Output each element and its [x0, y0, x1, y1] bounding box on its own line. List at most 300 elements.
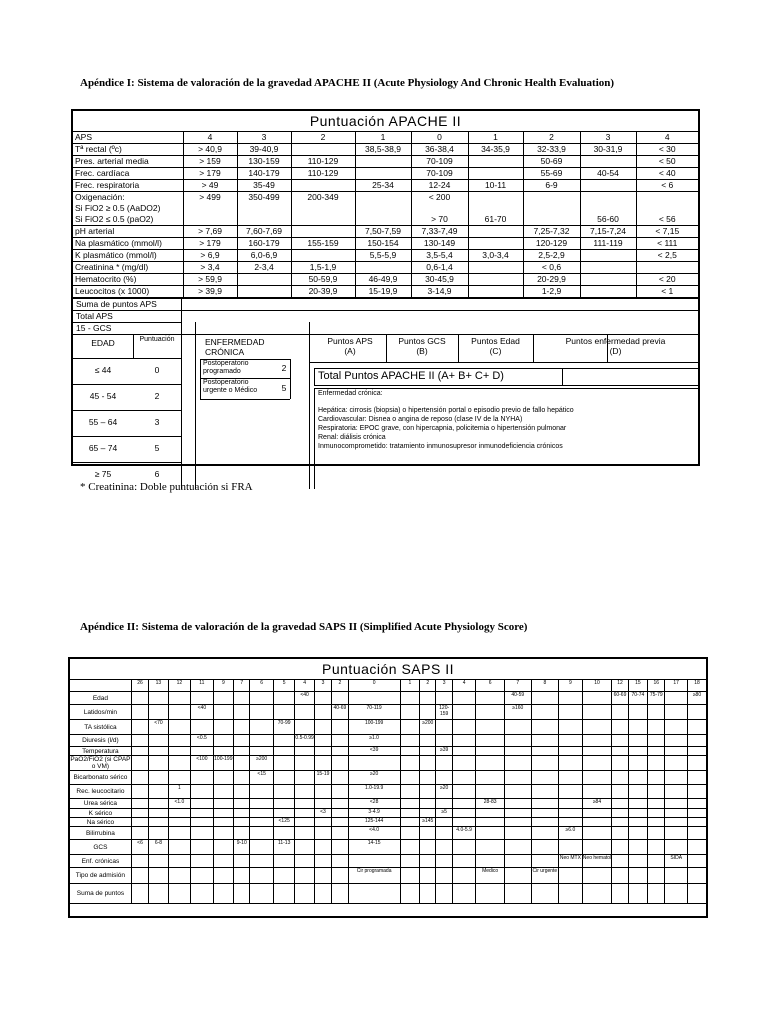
aps-cell: < 111 — [636, 238, 698, 250]
aps-cell — [580, 203, 636, 214]
aps-cell: 35-49 — [237, 180, 291, 192]
saps-cell: Cir urgente — [531, 868, 559, 884]
gcs-label: 15 - GCS — [73, 322, 181, 333]
aps-cell — [237, 203, 291, 214]
postop-urgente-label: Postoperatorio urgente o Médico — [203, 379, 258, 394]
saps-cell: 7 — [234, 680, 250, 692]
saps-cell — [420, 799, 436, 809]
aps-row-label: K plasmático (mmol/l) — [73, 250, 183, 262]
saps-cell — [314, 720, 331, 735]
saps-cell — [213, 799, 233, 809]
aps-cell — [237, 214, 291, 226]
saps-cell — [687, 827, 706, 840]
aps-cell: 50-59,9 — [291, 274, 355, 286]
saps-cell — [531, 692, 559, 705]
saps-cell: <39 — [348, 747, 400, 756]
saps-header-row — [70, 680, 706, 692]
aps-cell: < 56 — [636, 214, 698, 226]
saps-row-label: Latidos/min — [70, 705, 131, 720]
saps-cell: <15 — [250, 771, 274, 785]
saps-row — [70, 799, 706, 809]
edad-range: 45 - 54 — [89, 391, 117, 401]
saps-cell — [452, 855, 476, 868]
saps-cell — [131, 747, 148, 756]
aps-row — [73, 238, 698, 250]
saps-cell — [191, 827, 213, 840]
saps-row — [70, 735, 706, 747]
saps-cell — [420, 827, 436, 840]
saps-cell — [250, 785, 274, 799]
saps-cell — [452, 868, 476, 884]
saps-cell — [314, 785, 331, 799]
total-apache-label: Total Puntos APACHE II (A+ B+ C+ D) — [318, 370, 504, 382]
saps-cell — [273, 884, 294, 904]
saps-cell — [436, 799, 452, 809]
saps-cell — [452, 692, 476, 705]
edad-range: 55 – 64 — [88, 417, 118, 427]
saps-cell — [582, 868, 612, 884]
saps-cell — [149, 809, 168, 818]
saps-cell: 4 — [452, 680, 476, 692]
saps-row-label — [70, 680, 131, 692]
saps-cell: 0.5-0.99 — [295, 735, 314, 747]
saps-cell — [504, 771, 531, 785]
saps-cell — [400, 827, 419, 840]
saps-cell — [531, 735, 559, 747]
aps-cell: 36-38,4 — [411, 144, 468, 156]
saps-cell: 4.0-5.9 — [452, 827, 476, 840]
aps-cell: 5,5-5,9 — [355, 250, 411, 262]
aps-row — [73, 274, 698, 286]
saps-row-label: Rec. leucocitario — [70, 785, 131, 799]
saps-cell — [420, 809, 436, 818]
saps-cell — [648, 785, 665, 799]
aps-cell: 130-149 — [411, 238, 468, 250]
saps-cell — [213, 868, 233, 884]
aps-cell: 38,5-38,9 — [355, 144, 411, 156]
saps-cell — [531, 705, 559, 720]
saps-cell: Cir programada — [348, 868, 400, 884]
aps-cell: 110-129 — [291, 168, 355, 180]
saps-cell — [273, 692, 294, 705]
saps-cell — [665, 809, 687, 818]
saps-cell — [665, 868, 687, 884]
saps-cell — [628, 840, 647, 855]
saps-cell: 7 — [504, 680, 531, 692]
saps-table — [68, 657, 708, 918]
saps-cell — [452, 785, 476, 799]
aps-cell — [183, 214, 237, 226]
saps-cell — [476, 720, 505, 735]
saps-cell — [687, 756, 706, 771]
saps-cell: 8 — [531, 680, 559, 692]
saps-cell — [420, 785, 436, 799]
saps-cell: 9-10 — [234, 840, 250, 855]
saps-cell — [168, 720, 190, 735]
saps-cell — [504, 840, 531, 855]
saps-cell — [149, 705, 168, 720]
saps-cell — [612, 809, 628, 818]
aps-cell: < 0,6 — [523, 262, 580, 274]
suma-aps-label: Suma de puntos APS — [73, 298, 181, 309]
aps-cell — [237, 274, 291, 286]
aps-cell: 39-40,9 — [237, 144, 291, 156]
aps-cell: 140-179 — [237, 168, 291, 180]
saps-cell — [400, 756, 419, 771]
saps-cell: <0.5 — [191, 735, 213, 747]
saps-row-label: Tipo de admisión — [70, 868, 131, 884]
puntos-box: Puntos APS (A) — [327, 336, 373, 356]
saps-cell — [648, 735, 665, 747]
saps-cell — [168, 705, 190, 720]
aps-cell — [580, 274, 636, 286]
saps-cell — [400, 735, 419, 747]
aps-cell — [580, 262, 636, 274]
saps-cell — [612, 756, 628, 771]
aps-cell — [183, 203, 237, 214]
saps-cell — [314, 756, 331, 771]
saps-cell — [559, 735, 583, 747]
saps-cell — [582, 785, 612, 799]
cronica-line: Renal: diálisis crónica — [318, 434, 386, 441]
saps-cell: 12 — [168, 680, 190, 692]
saps-cell: 1.0-19.9 — [348, 785, 400, 799]
saps-cell — [149, 692, 168, 705]
aps-row — [73, 286, 698, 298]
aps-cell — [468, 192, 523, 204]
saps-cell — [476, 747, 505, 756]
saps-cell — [476, 884, 505, 904]
aps-cell — [636, 192, 698, 204]
saps-cell — [191, 809, 213, 818]
saps-cell — [628, 747, 647, 756]
aps-cell: 0 — [411, 132, 468, 144]
saps-row-label: Na sérico — [70, 818, 131, 827]
aps-cell: 7,15-7,24 — [580, 226, 636, 238]
appendix-1-heading: Apéndice I: Sistema de valoración de la gravedad APACHE II (Acute Physiology And Chronic Health Evaluation) — [80, 77, 615, 89]
saps-cell: 40-69 — [332, 705, 348, 720]
saps-cell — [348, 692, 400, 705]
aps-cell — [468, 203, 523, 214]
saps-cell — [612, 840, 628, 855]
saps-cell — [559, 884, 583, 904]
saps-cell — [582, 827, 612, 840]
saps-cell — [250, 747, 274, 756]
saps-cell — [648, 827, 665, 840]
saps-cell — [648, 884, 665, 904]
saps-cell — [273, 747, 294, 756]
saps-cell — [559, 747, 583, 756]
saps-cell — [131, 735, 148, 747]
saps-cell — [687, 884, 706, 904]
saps-cell — [531, 818, 559, 827]
aps-cell — [355, 168, 411, 180]
saps-cell — [213, 827, 233, 840]
aps-row — [73, 192, 698, 204]
edad-points: 0 — [154, 365, 160, 375]
saps-cell — [131, 884, 148, 904]
aps-cell: 12-24 — [411, 180, 468, 192]
aps-cell — [580, 192, 636, 204]
saps-cell — [332, 785, 348, 799]
saps-cell — [234, 735, 250, 747]
aps-cell — [291, 180, 355, 192]
aps-row-label: Frec. respiratoria — [73, 180, 183, 192]
saps-cell — [582, 884, 612, 904]
saps-cell — [295, 720, 314, 735]
saps-cell: 100-199 — [213, 756, 233, 771]
aps-cell: 30-31,9 — [580, 144, 636, 156]
saps-cell — [273, 827, 294, 840]
saps-cell — [559, 840, 583, 855]
aps-cell — [468, 286, 523, 298]
aps-cell: 20-39,9 — [291, 286, 355, 298]
saps-cell — [504, 818, 531, 827]
saps-cell: 11-13 — [273, 840, 294, 855]
saps-row-label: K sérico — [70, 809, 131, 818]
aps-cell — [291, 214, 355, 226]
saps-cell — [250, 705, 274, 720]
saps-cell — [504, 799, 531, 809]
aps-cell: < 50 — [636, 156, 698, 168]
saps-cell — [191, 840, 213, 855]
aps-cell: 350-499 — [237, 192, 291, 204]
saps-cell: 15 — [628, 680, 647, 692]
saps-cell — [665, 692, 687, 705]
aps-row-label: Si FiO2 ≤ 0.5 (paO2) — [75, 214, 154, 224]
saps-cell — [476, 692, 505, 705]
postop-programado-points: 2 — [281, 363, 287, 373]
saps-cell — [295, 809, 314, 818]
aps-cell: < 200 — [411, 192, 468, 204]
saps-cell — [314, 818, 331, 827]
saps-cell — [436, 692, 452, 705]
saps-cell — [250, 799, 274, 809]
aps-cell: 56-60 — [580, 214, 636, 226]
saps-cell: ≥200 — [250, 756, 274, 771]
saps-row — [70, 747, 706, 756]
apache-aps-grid — [73, 132, 698, 298]
saps-cell — [476, 771, 505, 785]
saps-cell — [131, 799, 148, 809]
saps-cell — [191, 818, 213, 827]
saps-cell: ≥6.0 — [559, 827, 583, 840]
edad-points: 3 — [154, 417, 160, 427]
saps-cell — [665, 799, 687, 809]
saps-cell: 3 — [314, 680, 331, 692]
saps-cell — [234, 771, 250, 785]
saps-cell — [234, 855, 250, 868]
cronica-line: Cardiovascular: Disnea o angina de reposo (clase IV de la NYHA) — [318, 416, 523, 423]
aps-cell: < 30 — [636, 144, 698, 156]
aps-row-label: Hematocrito (%) — [73, 274, 183, 286]
saps-cell: 28-83 — [476, 799, 505, 809]
aps-cell: 6-9 — [523, 180, 580, 192]
saps-cell — [648, 720, 665, 735]
saps-cell: 40-59 — [504, 692, 531, 705]
saps-cell — [131, 756, 148, 771]
saps-cell — [314, 705, 331, 720]
saps-cell — [665, 785, 687, 799]
saps-cell — [250, 827, 274, 840]
saps-cell — [273, 855, 294, 868]
aps-row-label: Leucocitos (x 1000) — [73, 286, 183, 298]
saps-row-label: PaO2/FiO2 (si CPAP o VM) — [70, 756, 131, 770]
saps-cell: 12 — [612, 680, 628, 692]
edad-points: 5 — [154, 443, 160, 453]
saps-cell: 2 — [420, 680, 436, 692]
aps-cell: > 179 — [183, 168, 237, 180]
saps-cell — [452, 840, 476, 855]
postop-urgente-points: 5 — [281, 383, 287, 393]
saps-cell — [612, 720, 628, 735]
aps-row — [73, 180, 698, 192]
saps-cell — [250, 884, 274, 904]
saps-cell — [295, 747, 314, 756]
aps-cell: 2-3,4 — [237, 262, 291, 274]
saps-cell — [476, 818, 505, 827]
saps-cell — [149, 735, 168, 747]
saps-cell — [191, 799, 213, 809]
saps-cell — [332, 855, 348, 868]
saps-cell — [531, 756, 559, 771]
saps-cell — [648, 747, 665, 756]
saps-cell — [400, 747, 419, 756]
saps-cell — [213, 855, 233, 868]
aps-cell — [523, 203, 580, 214]
saps-cell — [295, 799, 314, 809]
saps-cell — [504, 747, 531, 756]
saps-cell — [628, 884, 647, 904]
edad-range: ≤ 44 — [94, 365, 112, 375]
saps-cell — [295, 884, 314, 904]
saps-cell — [582, 840, 612, 855]
aps-cell: > 40,9 — [183, 144, 237, 156]
saps-cell — [168, 747, 190, 756]
saps-cell — [400, 771, 419, 785]
aps-row — [73, 168, 698, 180]
saps-cell: 3-4.9 — [348, 809, 400, 818]
aps-cell: 150-154 — [355, 238, 411, 250]
saps-row — [70, 855, 706, 868]
saps-cell — [332, 818, 348, 827]
saps-cell — [648, 868, 665, 884]
aps-cell — [355, 214, 411, 226]
saps-cell — [665, 735, 687, 747]
saps-cell — [531, 785, 559, 799]
aps-cell — [468, 168, 523, 180]
saps-cell — [559, 868, 583, 884]
aps-cell: 200-349 — [291, 192, 355, 204]
saps-cell — [131, 868, 148, 884]
saps-cell — [628, 868, 647, 884]
saps-cell — [452, 771, 476, 785]
saps-cell — [400, 692, 419, 705]
saps-cell — [314, 840, 331, 855]
saps-cell — [687, 840, 706, 855]
saps-cell — [234, 868, 250, 884]
saps-row-label: Bicarbonato sérico — [70, 771, 131, 785]
saps-cell — [149, 771, 168, 785]
saps-cell — [420, 747, 436, 756]
saps-cell: <3 — [314, 809, 331, 818]
aps-cell: 7,50-7,59 — [355, 226, 411, 238]
saps-cell — [452, 799, 476, 809]
apache-title: Puntuación APACHE II — [73, 111, 698, 132]
puntos-box: Puntos GCS (B) — [398, 336, 446, 356]
saps-cell — [168, 855, 190, 868]
saps-cell — [559, 799, 583, 809]
saps-cell: <100 — [191, 756, 213, 771]
saps-cell — [168, 756, 190, 771]
saps-cell — [559, 809, 583, 818]
saps-cell: 100-199 — [348, 720, 400, 735]
aps-cell: > 49 — [183, 180, 237, 192]
saps-cell — [612, 785, 628, 799]
saps-cell: 9 — [559, 680, 583, 692]
saps-cell — [687, 868, 706, 884]
saps-cell: 4 — [295, 680, 314, 692]
saps-cell — [149, 868, 168, 884]
aps-cell: 7,33-7,49 — [411, 226, 468, 238]
saps-cell — [582, 771, 612, 785]
aps-cell — [636, 203, 698, 214]
saps-cell: 120-159 — [436, 705, 452, 720]
saps-cell — [149, 747, 168, 756]
saps-cell — [234, 705, 250, 720]
saps-row-label: Temperatura — [70, 747, 131, 756]
saps-cell: 16 — [648, 680, 665, 692]
cronica-line: Inmunocomprometido: tratamiento inmunosupresor inmunodeficiencia crónicos — [318, 443, 563, 450]
saps-cell: ≥5 — [436, 809, 452, 818]
saps-cell: 26 — [131, 680, 148, 692]
aps-cell: 130-159 — [237, 156, 291, 168]
saps-cell: 13 — [149, 680, 168, 692]
aps-cell: 25-34 — [355, 180, 411, 192]
saps-cell — [234, 747, 250, 756]
saps-cell: 70-99 — [273, 720, 294, 735]
saps-cell — [420, 705, 436, 720]
saps-cell — [687, 809, 706, 818]
saps-cell — [665, 756, 687, 771]
saps-cell: <4.0 — [348, 827, 400, 840]
aps-cell: 4 — [183, 132, 237, 144]
saps-row — [70, 771, 706, 785]
aps-cell: < 1 — [636, 286, 698, 298]
saps-cell: <40 — [191, 705, 213, 720]
saps-row — [70, 692, 706, 705]
aps-cell: > 39,9 — [183, 286, 237, 298]
saps-cell — [531, 855, 559, 868]
aps-cell: 46-49,9 — [355, 274, 411, 286]
aps-cell: > 59,9 — [183, 274, 237, 286]
saps-cell — [213, 735, 233, 747]
aps-cell: 3 — [580, 132, 636, 144]
saps-cell — [504, 809, 531, 818]
saps-cell — [612, 855, 628, 868]
saps-cell — [612, 868, 628, 884]
saps-cell — [452, 747, 476, 756]
aps-cell: 111-119 — [580, 238, 636, 250]
aps-cell: 3 — [237, 132, 291, 144]
saps-cell — [665, 771, 687, 785]
aps-header-row — [73, 132, 698, 144]
footnote: * Creatinina: Doble puntuación si FRA — [80, 481, 253, 493]
aps-cell — [468, 262, 523, 274]
saps-cell — [332, 771, 348, 785]
saps-cell — [628, 809, 647, 818]
saps-cell — [400, 785, 419, 799]
